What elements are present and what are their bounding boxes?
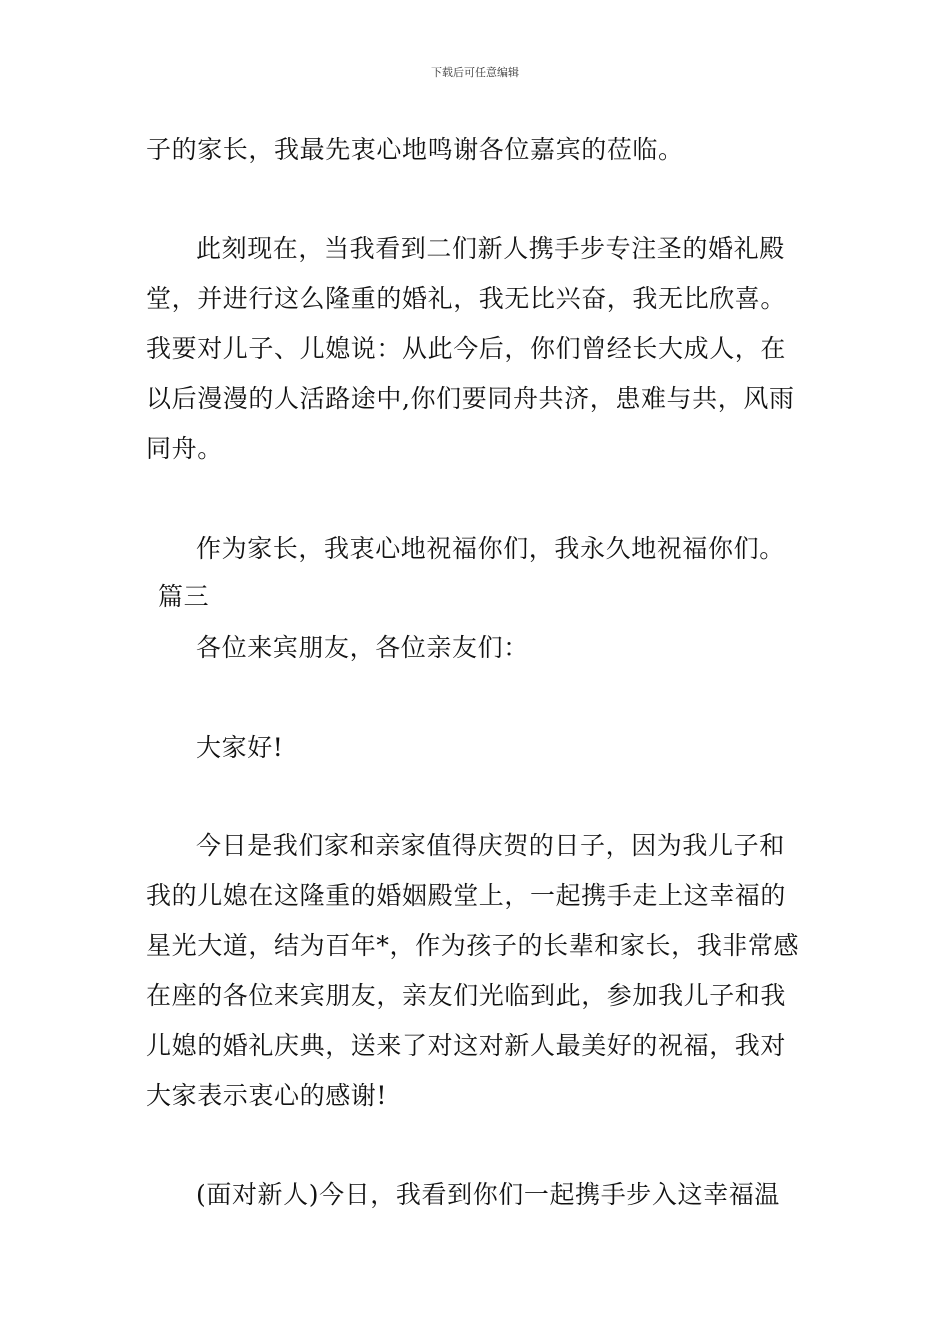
text-line: 在座的各位来宾朋友，亲友们光临到此，参加我儿子和我 <box>146 981 787 1010</box>
section-heading: 篇三 <box>158 582 210 611</box>
text-line: 堂，并进行这么隆重的婚礼，我无比兴奋，我无比欣喜。 <box>146 284 787 313</box>
text-line: 儿媳的婚礼庆典，送来了对这对新人最美好的祝福，我对 <box>146 1031 787 1060</box>
page-header: 下载后可任意编辑 <box>431 66 519 79</box>
greeting: 大家好! <box>196 733 284 762</box>
paragraph-first-line: 今日是我们家和亲家值得庆贺的日子，因为我儿子和 <box>196 831 785 860</box>
text-line: 大家表示衷心的感谢! <box>146 1081 388 1110</box>
text-line: 同舟。 <box>146 434 223 463</box>
salutation: 各位来宾朋友，各位亲友们： <box>196 633 529 662</box>
text-line: 星光大道，结为百年*，作为孩子的长辈和家长，我非常感 <box>146 931 800 960</box>
paragraph-first-line: 作为家长，我衷心地祝福你们，我永久地祝福你们。 <box>196 534 785 563</box>
text-line: 我要对儿子、儿媳说：从此今后，你们曾经长大成人，在 <box>146 334 787 363</box>
text-line: 我的儿媳在这隆重的婚姻殿堂上，一起携手走上这幸福的 <box>146 881 787 910</box>
text-line: 以后漫漫的人活路途中,你们要同舟共济，患难与共，风雨 <box>146 384 795 413</box>
paragraph-first-line: 此刻现在，当我看到二们新人携手步专注圣的婚礼殿 <box>196 234 785 263</box>
text-line: 子的家长，我最先衷心地鸣谢各位嘉宾的莅临。 <box>146 135 684 164</box>
paragraph-first-line: (面对新人)今日，我看到你们一起携手步入这幸福温 <box>196 1180 780 1209</box>
